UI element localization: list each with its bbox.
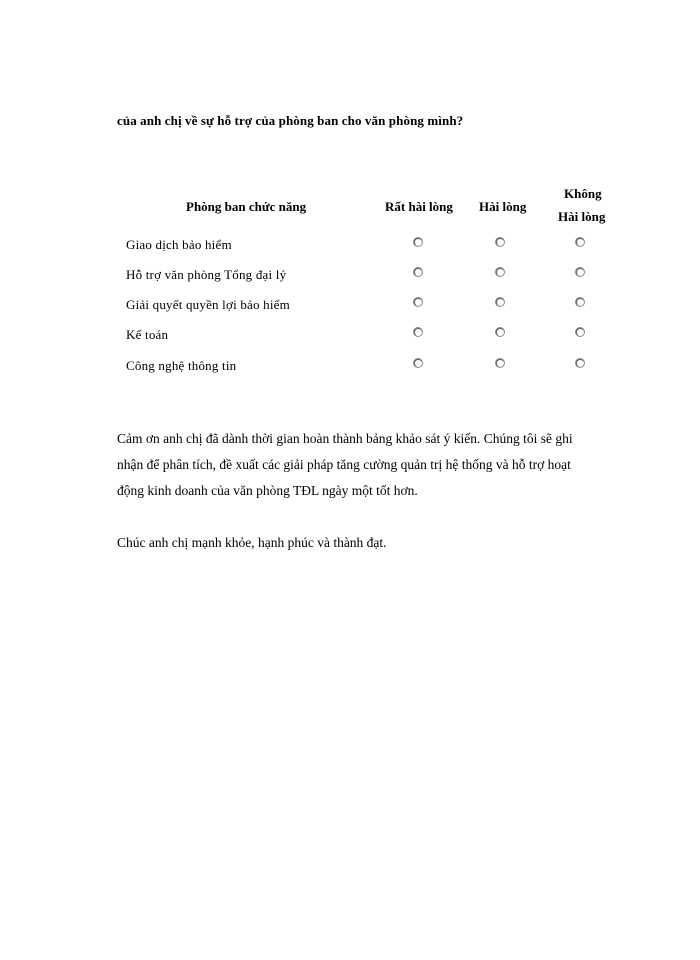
radio-insurance-claims-satisfied[interactable] — [495, 297, 505, 307]
row-label-accounting: Kế toán — [126, 327, 169, 342]
row-label-agency-office-support: Hỗ trợ văn phòng Tổng đại lý — [126, 267, 287, 282]
radio-agency-office-support-very-satisfied[interactable] — [413, 267, 423, 277]
radio-insurance-transactions-satisfied[interactable] — [495, 237, 505, 247]
header-department: Phòng ban chức năng — [186, 199, 307, 214]
radio-insurance-transactions-not-satisfied[interactable] — [575, 237, 585, 247]
thank-you-paragraph — [117, 426, 597, 504]
radio-insurance-claims-not-satisfied[interactable] — [575, 297, 585, 307]
row-label-insurance-claims: Giải quyết quyền lợi bảo hiểm — [126, 297, 290, 312]
row-label-information-technology: Công nghệ thông tin — [126, 358, 237, 373]
satisfaction-table — [0, 0, 700, 400]
closing-wishes: Chúc anh chị mạnh khỏe, hạnh phúc và thành đạt. — [117, 535, 387, 550]
radio-accounting-not-satisfied[interactable] — [575, 327, 585, 337]
row-label-insurance-transactions: Giao dịch bảo hiểm — [126, 237, 232, 252]
header-not-satisfied-line2: Hài lòng — [558, 209, 606, 224]
radio-agency-office-support-not-satisfied[interactable] — [575, 267, 585, 277]
radio-accounting-satisfied[interactable] — [495, 327, 505, 337]
thank-you-line-3: động kinh doanh của văn phòng TĐL ngày một tốt hơn. — [117, 483, 418, 498]
radio-information-technology-satisfied[interactable] — [495, 358, 505, 368]
radio-accounting-very-satisfied[interactable] — [413, 327, 423, 337]
radio-insurance-claims-very-satisfied[interactable] — [413, 297, 423, 307]
thank-you-line-2: nhận để phân tích, đề xuất các giải pháp tăng cường quản trị hệ thống và hỗ trợ hoạt — [117, 457, 571, 472]
radio-information-technology-very-satisfied[interactable] — [413, 358, 423, 368]
survey-question: của anh chị về sự hỗ trợ của phòng ban cho văn phòng mình? — [117, 113, 464, 128]
radio-information-technology-not-satisfied[interactable] — [575, 358, 585, 368]
header-satisfied: Hài lòng — [479, 199, 527, 214]
header-very-satisfied: Rất hài lòng — [385, 199, 453, 214]
radio-agency-office-support-satisfied[interactable] — [495, 267, 505, 277]
radio-insurance-transactions-very-satisfied[interactable] — [413, 237, 423, 247]
header-not-satisfied-line1: Không — [564, 186, 602, 201]
thank-you-line-1: Cảm ơn anh chị đã dành thời gian hoàn thành bảng khảo sát ý kiến. Chúng tôi sẽ ghi — [117, 431, 573, 446]
